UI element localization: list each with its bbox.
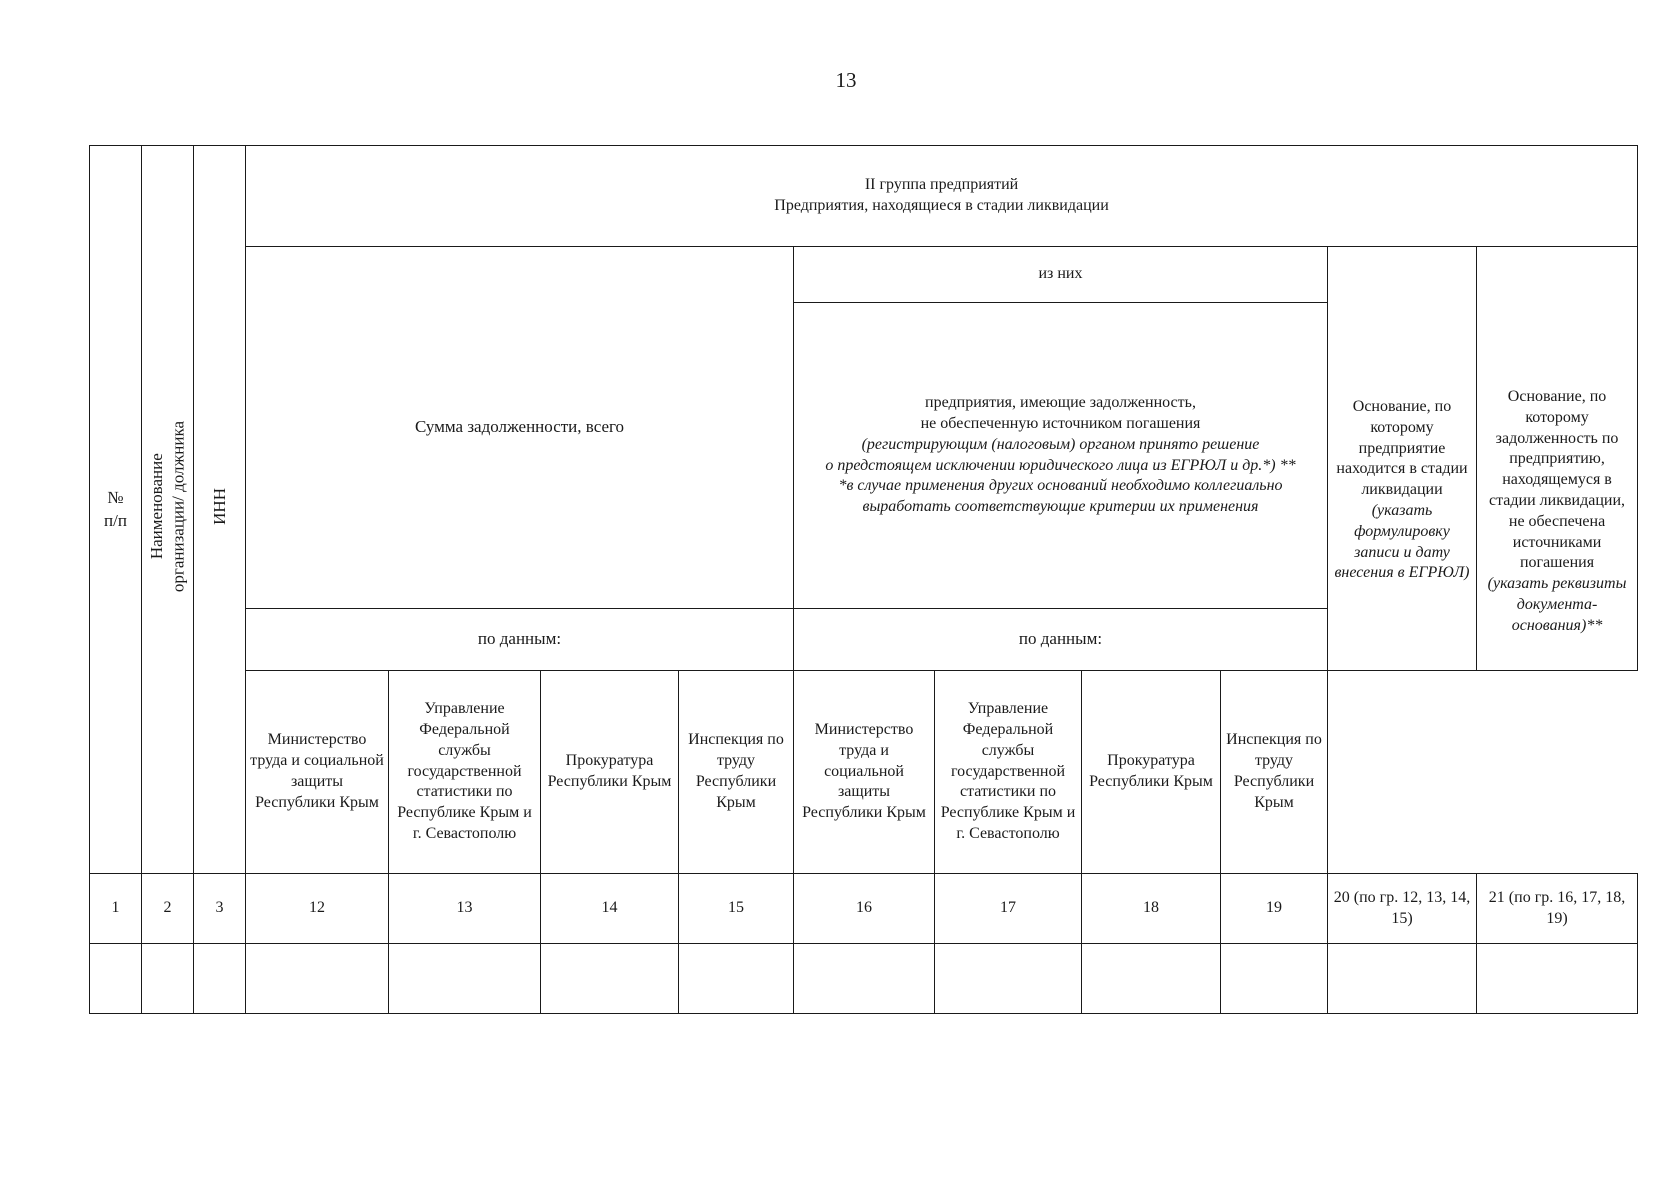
empty-cell bbox=[1477, 944, 1638, 1014]
basis-unsecured-italic: (указать реквизиты документа-основания)** bbox=[1487, 575, 1627, 634]
empty-cell bbox=[194, 944, 246, 1014]
col-number: 18 bbox=[1082, 874, 1221, 944]
basis-liquidation-italic: (указать формулировку записи и дату внесения в ЕГРЮЛ) bbox=[1334, 501, 1470, 582]
col-number: 12 bbox=[246, 874, 389, 944]
empty-cell bbox=[1328, 944, 1477, 1014]
col-number: 3 bbox=[194, 874, 246, 944]
basis-liquidation-header bbox=[1328, 247, 1477, 671]
unsecured-line1: предприятия, имеющие задолженность, bbox=[925, 394, 1196, 412]
unsecured-italic-2: о предстоящем исключении юридического лица из ЕГРЮЛ и др.*) ** bbox=[825, 456, 1296, 474]
group-title bbox=[246, 146, 1638, 247]
source-8: Инспекция по труду Республики Крым bbox=[1221, 671, 1328, 874]
empty-cell bbox=[142, 944, 194, 1014]
header-inn bbox=[194, 146, 246, 874]
by-data-2: по данным: bbox=[794, 609, 1328, 671]
empty-cell bbox=[389, 944, 541, 1014]
by-data-1: по данным: bbox=[246, 609, 794, 671]
empty-cell bbox=[679, 944, 794, 1014]
basis-unsecured-header bbox=[1477, 247, 1638, 671]
empty-cell bbox=[90, 944, 142, 1014]
total-debt-header: Сумма задолженности, всего bbox=[246, 247, 794, 609]
basis-liquidation-text: Основание, по которому предприятие находится в стадии ликвидации bbox=[1336, 398, 1468, 499]
source-4: Инспекция по труду Республики Крым bbox=[679, 671, 794, 874]
header-name-line1: Наименование bbox=[147, 453, 167, 560]
header-num bbox=[90, 146, 142, 874]
col-number: 2 bbox=[142, 874, 194, 944]
col-number: 14 bbox=[541, 874, 679, 944]
empty-cell bbox=[541, 944, 679, 1014]
empty-cell bbox=[246, 944, 389, 1014]
basis-unsecured-text: Основание, по которому задолженность по предприятию, находящемуся в стадии ликвидации, не обеспечена источниками погашения bbox=[1489, 388, 1626, 572]
col-number: 15 bbox=[679, 874, 794, 944]
empty-cell bbox=[1082, 944, 1221, 1014]
col-number: 16 bbox=[794, 874, 935, 944]
source-2: Управление Федеральной службы государственной статистики по Республике Крым и г. Севастополю bbox=[389, 671, 541, 874]
header-name-line2: организации/ должника bbox=[168, 420, 188, 592]
col-number: 19 bbox=[1221, 874, 1328, 944]
empty-cell bbox=[1221, 944, 1328, 1014]
source-1: Министерство труда и социальной защиты Республики Крым bbox=[246, 671, 389, 874]
source-3: Прокуратура Республики Крым bbox=[541, 671, 679, 874]
unsecured-header bbox=[794, 303, 1328, 609]
group-title-line2: Предприятия, находящиеся в стадии ликвидации bbox=[774, 197, 1109, 214]
unsecured-italic-3: *в случае применения других оснований необходимо коллегиально bbox=[838, 477, 1283, 495]
debt-form-table bbox=[89, 145, 1638, 1014]
empty-data-row bbox=[90, 944, 1638, 1014]
header-name-text bbox=[146, 421, 189, 592]
column-numbers-row bbox=[90, 874, 1638, 944]
unsecured-italic-4: выработать соответствующие критерии их применения bbox=[862, 498, 1259, 516]
header-inn-text: ИНН bbox=[209, 487, 229, 525]
unsecured-line2: не обеспеченную источником погашения bbox=[920, 414, 1201, 432]
empty-cell bbox=[935, 944, 1082, 1014]
col-number: 21 (по гр. 16, 17, 18, 19) bbox=[1477, 874, 1638, 944]
col-number: 20 (по гр. 12, 13, 14, 15) bbox=[1328, 874, 1477, 944]
col-number: 13 bbox=[389, 874, 541, 944]
header-name bbox=[142, 146, 194, 874]
col-number: 17 bbox=[935, 874, 1082, 944]
source-6: Управление Федеральной службы государственной статистики по Республике Крым и г. Севастополю bbox=[935, 671, 1082, 874]
page-number: 13 bbox=[835, 68, 857, 92]
source-7: Прокуратура Республики Крым bbox=[1082, 671, 1221, 874]
source-5: Министерство труда и социальной защиты Республики Крым bbox=[794, 671, 935, 874]
header-num-text: № п/п bbox=[104, 488, 127, 530]
of-them-header: из них bbox=[794, 247, 1328, 303]
unsecured-italic-1: (регистрирующим (налоговым) органом принято решение bbox=[861, 435, 1260, 453]
col-number: 1 bbox=[90, 874, 142, 944]
group-title-line1: II группа предприятий bbox=[864, 176, 1019, 194]
empty-cell bbox=[794, 944, 935, 1014]
